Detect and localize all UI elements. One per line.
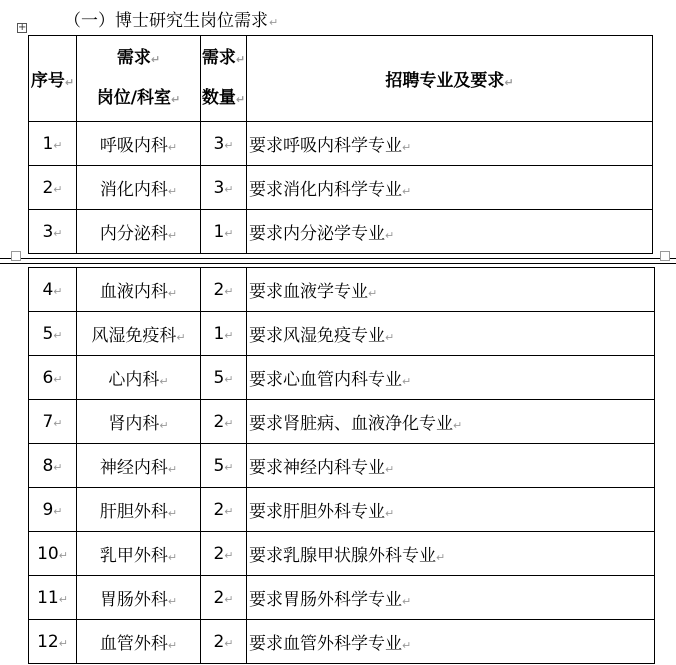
paragraph-mark-icon: ↵ — [53, 504, 63, 518]
row-index-text: 12 — [37, 631, 59, 652]
header-count-line1 — [201, 39, 246, 79]
paragraph-mark-icon: ↵ — [167, 463, 178, 476]
row-dept-text: 心内科 — [108, 370, 160, 390]
table-row — [29, 166, 653, 210]
row-index-text: 5 — [42, 323, 54, 344]
paragraph-mark-icon: ↵ — [167, 185, 178, 198]
table-header-row — [29, 36, 653, 122]
paragraph-mark-icon: ↵ — [58, 592, 68, 606]
row-count-text: 5 — [213, 367, 225, 388]
header-post — [77, 36, 201, 122]
row-index-text: 11 — [37, 587, 59, 608]
row-requirement — [247, 532, 655, 576]
row-requirement-text: 要求心血管内科专业 — [249, 370, 402, 390]
row-dept-text: 血液内科 — [99, 282, 168, 302]
table-move-handle-icon[interactable]: + — [18, 22, 27, 33]
row-dept — [77, 400, 201, 444]
paragraph-mark-icon: ↵ — [402, 595, 412, 608]
row-requirement — [247, 576, 655, 620]
paragraph-mark-icon: ↵ — [402, 639, 412, 652]
table-row — [29, 122, 653, 166]
paragraph-mark-icon: ↵ — [224, 504, 234, 518]
paragraph-mark-icon: ↵ — [224, 592, 234, 606]
row-index — [29, 576, 77, 620]
row-requirement — [247, 210, 653, 254]
row-dept-text: 乳甲外科 — [99, 546, 168, 566]
paragraph-mark-icon: ↵ — [453, 419, 463, 432]
paragraph-mark-icon: ↵ — [385, 507, 395, 520]
row-count — [201, 488, 247, 532]
row-dept — [77, 268, 201, 312]
row-requirement — [247, 400, 655, 444]
row-count — [201, 122, 247, 166]
table-row — [29, 488, 655, 532]
row-dept-text: 血管外科 — [99, 634, 168, 654]
paragraph-mark-icon: ↵ — [53, 372, 63, 386]
paragraph-mark-icon: ↵ — [64, 76, 75, 89]
row-index-text: 9 — [42, 499, 54, 520]
paragraph-mark-icon: ↵ — [224, 328, 234, 342]
row-requirement-text: 要求肾脏病、血液净化专业 — [249, 414, 453, 434]
row-count — [201, 532, 247, 576]
row-index-text: 7 — [42, 411, 54, 432]
row-dept — [77, 620, 201, 664]
row-dept-text: 风湿免疫科 — [91, 326, 177, 346]
row-dept-text: 内分泌科 — [99, 224, 168, 244]
row-index-text: 3 — [42, 221, 54, 242]
row-count — [201, 620, 247, 664]
row-count — [201, 210, 247, 254]
row-dept-text: 胃肠外科 — [99, 590, 168, 610]
row-requirement-text: 要求肝胆外科专业 — [249, 502, 385, 522]
header-index-text: 序号 — [30, 71, 65, 91]
table-row — [29, 356, 655, 400]
row-count-text: 2 — [213, 543, 225, 564]
row-dept — [77, 312, 201, 356]
page-break-right-marker-icon — [660, 251, 670, 261]
row-requirement-text: 要求呼吸内科学专业 — [249, 136, 402, 156]
row-count — [201, 444, 247, 488]
header-count-line2 — [201, 79, 246, 119]
row-dept-text: 呼吸内科 — [99, 136, 168, 156]
paragraph-mark-icon: ↵ — [224, 460, 234, 474]
row-count-text: 3 — [213, 177, 225, 198]
requirements-table-part-1 — [28, 35, 653, 254]
row-count — [201, 400, 247, 444]
row-index — [29, 444, 77, 488]
row-dept — [77, 488, 201, 532]
row-requirement-text: 要求胃肠外科学专业 — [249, 590, 402, 610]
row-requirement-text: 要求内分泌学专业 — [249, 224, 385, 244]
row-index — [29, 400, 77, 444]
header-post-line1-text: 需求 — [116, 47, 151, 68]
header-post-line2 — [77, 79, 200, 119]
row-requirement — [247, 122, 653, 166]
row-count-text: 2 — [213, 587, 225, 608]
paragraph-mark-icon: ↵ — [176, 331, 186, 344]
paragraph-mark-icon: ↵ — [224, 548, 234, 562]
paragraph-mark-icon: ↵ — [385, 463, 395, 476]
row-index — [29, 532, 77, 576]
row-dept-text: 肝胆外科 — [99, 502, 168, 522]
paragraph-mark-icon: ↵ — [167, 639, 178, 652]
page-break-divider — [0, 258, 676, 264]
row-index — [29, 122, 77, 166]
requirements-table-part-2 — [28, 267, 655, 664]
row-dept — [77, 576, 201, 620]
row-dept — [77, 166, 201, 210]
row-index — [29, 488, 77, 532]
paragraph-mark-icon: ↵ — [159, 375, 169, 388]
paragraph-mark-icon: ↵ — [167, 551, 178, 564]
table-row — [29, 532, 655, 576]
row-count-text: 5 — [213, 455, 225, 476]
header-count-line2-text: 数量 — [201, 87, 236, 108]
paragraph-mark-icon: ↵ — [385, 331, 395, 344]
paragraph-mark-icon: ↵ — [53, 284, 63, 298]
row-requirement — [247, 488, 655, 532]
row-count-text: 2 — [213, 411, 225, 432]
row-count-text: 2 — [213, 499, 225, 520]
paragraph-mark-icon: ↵ — [53, 328, 63, 342]
row-index-text: 10 — [37, 543, 59, 564]
row-dept-text: 神经内科 — [99, 458, 168, 478]
paragraph-mark-icon: ↵ — [58, 548, 68, 562]
row-requirement — [247, 268, 655, 312]
table-row — [29, 400, 655, 444]
row-dept — [77, 444, 201, 488]
header-count-line1-text: 需求 — [201, 47, 236, 68]
row-count-text: 3 — [213, 133, 225, 154]
row-count — [201, 312, 247, 356]
row-count — [201, 576, 247, 620]
row-index — [29, 356, 77, 400]
table-row — [29, 576, 655, 620]
paragraph-mark-icon: ↵ — [224, 372, 234, 386]
row-requirement-text: 要求风湿免疫专业 — [249, 326, 385, 346]
paragraph-mark-icon: ↵ — [159, 419, 169, 432]
table-row — [29, 210, 653, 254]
paragraph-mark-icon: ↵ — [53, 416, 63, 430]
paragraph-mark-icon: ↵ — [53, 182, 63, 196]
paragraph-mark-icon: ↵ — [167, 229, 178, 242]
row-requirement — [247, 166, 653, 210]
table-row — [29, 620, 655, 664]
paragraph-mark-icon: ↵ — [224, 416, 234, 430]
row-requirement — [247, 312, 655, 356]
paragraph-mark-icon: ↵ — [436, 551, 446, 564]
row-index-text: 6 — [42, 367, 54, 388]
row-index-text: 4 — [42, 279, 54, 300]
table-row — [29, 268, 655, 312]
paragraph-mark-icon: ↵ — [402, 141, 412, 154]
header-requirement — [247, 36, 653, 122]
header-post-line2-text: 岗位/科室 — [96, 87, 171, 108]
table-row — [29, 444, 655, 488]
paragraph-mark-icon: ↵ — [235, 52, 246, 66]
row-count-text: 1 — [213, 323, 225, 344]
header-post-line1 — [77, 39, 200, 79]
section-heading — [64, 9, 278, 35]
paragraph-mark-icon: ↵ — [224, 284, 234, 298]
paragraph-mark-icon: ↵ — [53, 460, 63, 474]
paragraph-mark-icon: ↵ — [53, 138, 63, 152]
paragraph-mark-icon: ↵ — [167, 287, 178, 300]
row-count-text: 2 — [213, 631, 225, 652]
row-requirement — [247, 444, 655, 488]
row-index — [29, 166, 77, 210]
paragraph-mark-icon: ↵ — [235, 92, 246, 106]
row-requirement-text: 要求乳腺甲状腺外科专业 — [249, 546, 436, 566]
row-index-text: 1 — [42, 133, 54, 154]
paragraph-mark-icon: ↵ — [224, 138, 234, 152]
paragraph-mark-icon: ↵ — [402, 375, 412, 388]
row-index — [29, 312, 77, 356]
row-dept — [77, 210, 201, 254]
row-dept-text: 肾内科 — [108, 414, 160, 434]
paragraph-mark-icon: ↵ — [167, 595, 178, 608]
row-requirement-text: 要求神经内科专业 — [249, 458, 385, 478]
row-requirement — [247, 356, 655, 400]
row-index-text: 8 — [42, 455, 54, 476]
paragraph-mark-icon: ↵ — [368, 287, 378, 300]
row-count-text: 1 — [213, 221, 225, 242]
header-requirement-text: 招聘专业及要求 — [385, 71, 505, 91]
row-requirement — [247, 620, 655, 664]
row-index — [29, 268, 77, 312]
row-count — [201, 268, 247, 312]
row-dept — [77, 532, 201, 576]
paragraph-mark-icon: ↵ — [402, 185, 412, 198]
table-row — [29, 312, 655, 356]
paragraph-mark-icon: ↵ — [385, 229, 395, 242]
row-requirement-text: 要求消化内科学专业 — [249, 180, 402, 200]
header-count — [201, 36, 247, 122]
section-heading-text: （一）博士研究生岗位需求 — [64, 11, 268, 31]
paragraph-mark-icon: ↵ — [269, 16, 279, 29]
paragraph-mark-icon: ↵ — [150, 52, 161, 66]
row-dept — [77, 356, 201, 400]
row-index — [29, 620, 77, 664]
paragraph-mark-icon: ↵ — [224, 636, 234, 650]
row-dept — [77, 122, 201, 166]
row-index — [29, 210, 77, 254]
row-requirement-text: 要求血液学专业 — [249, 282, 368, 302]
paragraph-mark-icon: ↵ — [53, 226, 63, 240]
header-index — [29, 36, 77, 122]
row-count — [201, 166, 247, 210]
paragraph-mark-icon: ↵ — [167, 141, 178, 154]
paragraph-mark-icon: ↵ — [224, 226, 234, 240]
row-count-text: 2 — [213, 279, 225, 300]
paragraph-mark-icon: ↵ — [167, 507, 178, 520]
row-requirement-text: 要求血管外科学专业 — [249, 634, 402, 654]
page-break-left-marker-icon — [11, 251, 21, 261]
row-index-text: 2 — [42, 177, 54, 198]
paragraph-mark-icon: ↵ — [58, 636, 68, 650]
paragraph-mark-icon: ↵ — [224, 182, 234, 196]
row-count — [201, 356, 247, 400]
row-dept-text: 消化内科 — [99, 180, 168, 200]
paragraph-mark-icon: ↵ — [171, 92, 181, 106]
paragraph-mark-icon: ↵ — [504, 76, 514, 89]
